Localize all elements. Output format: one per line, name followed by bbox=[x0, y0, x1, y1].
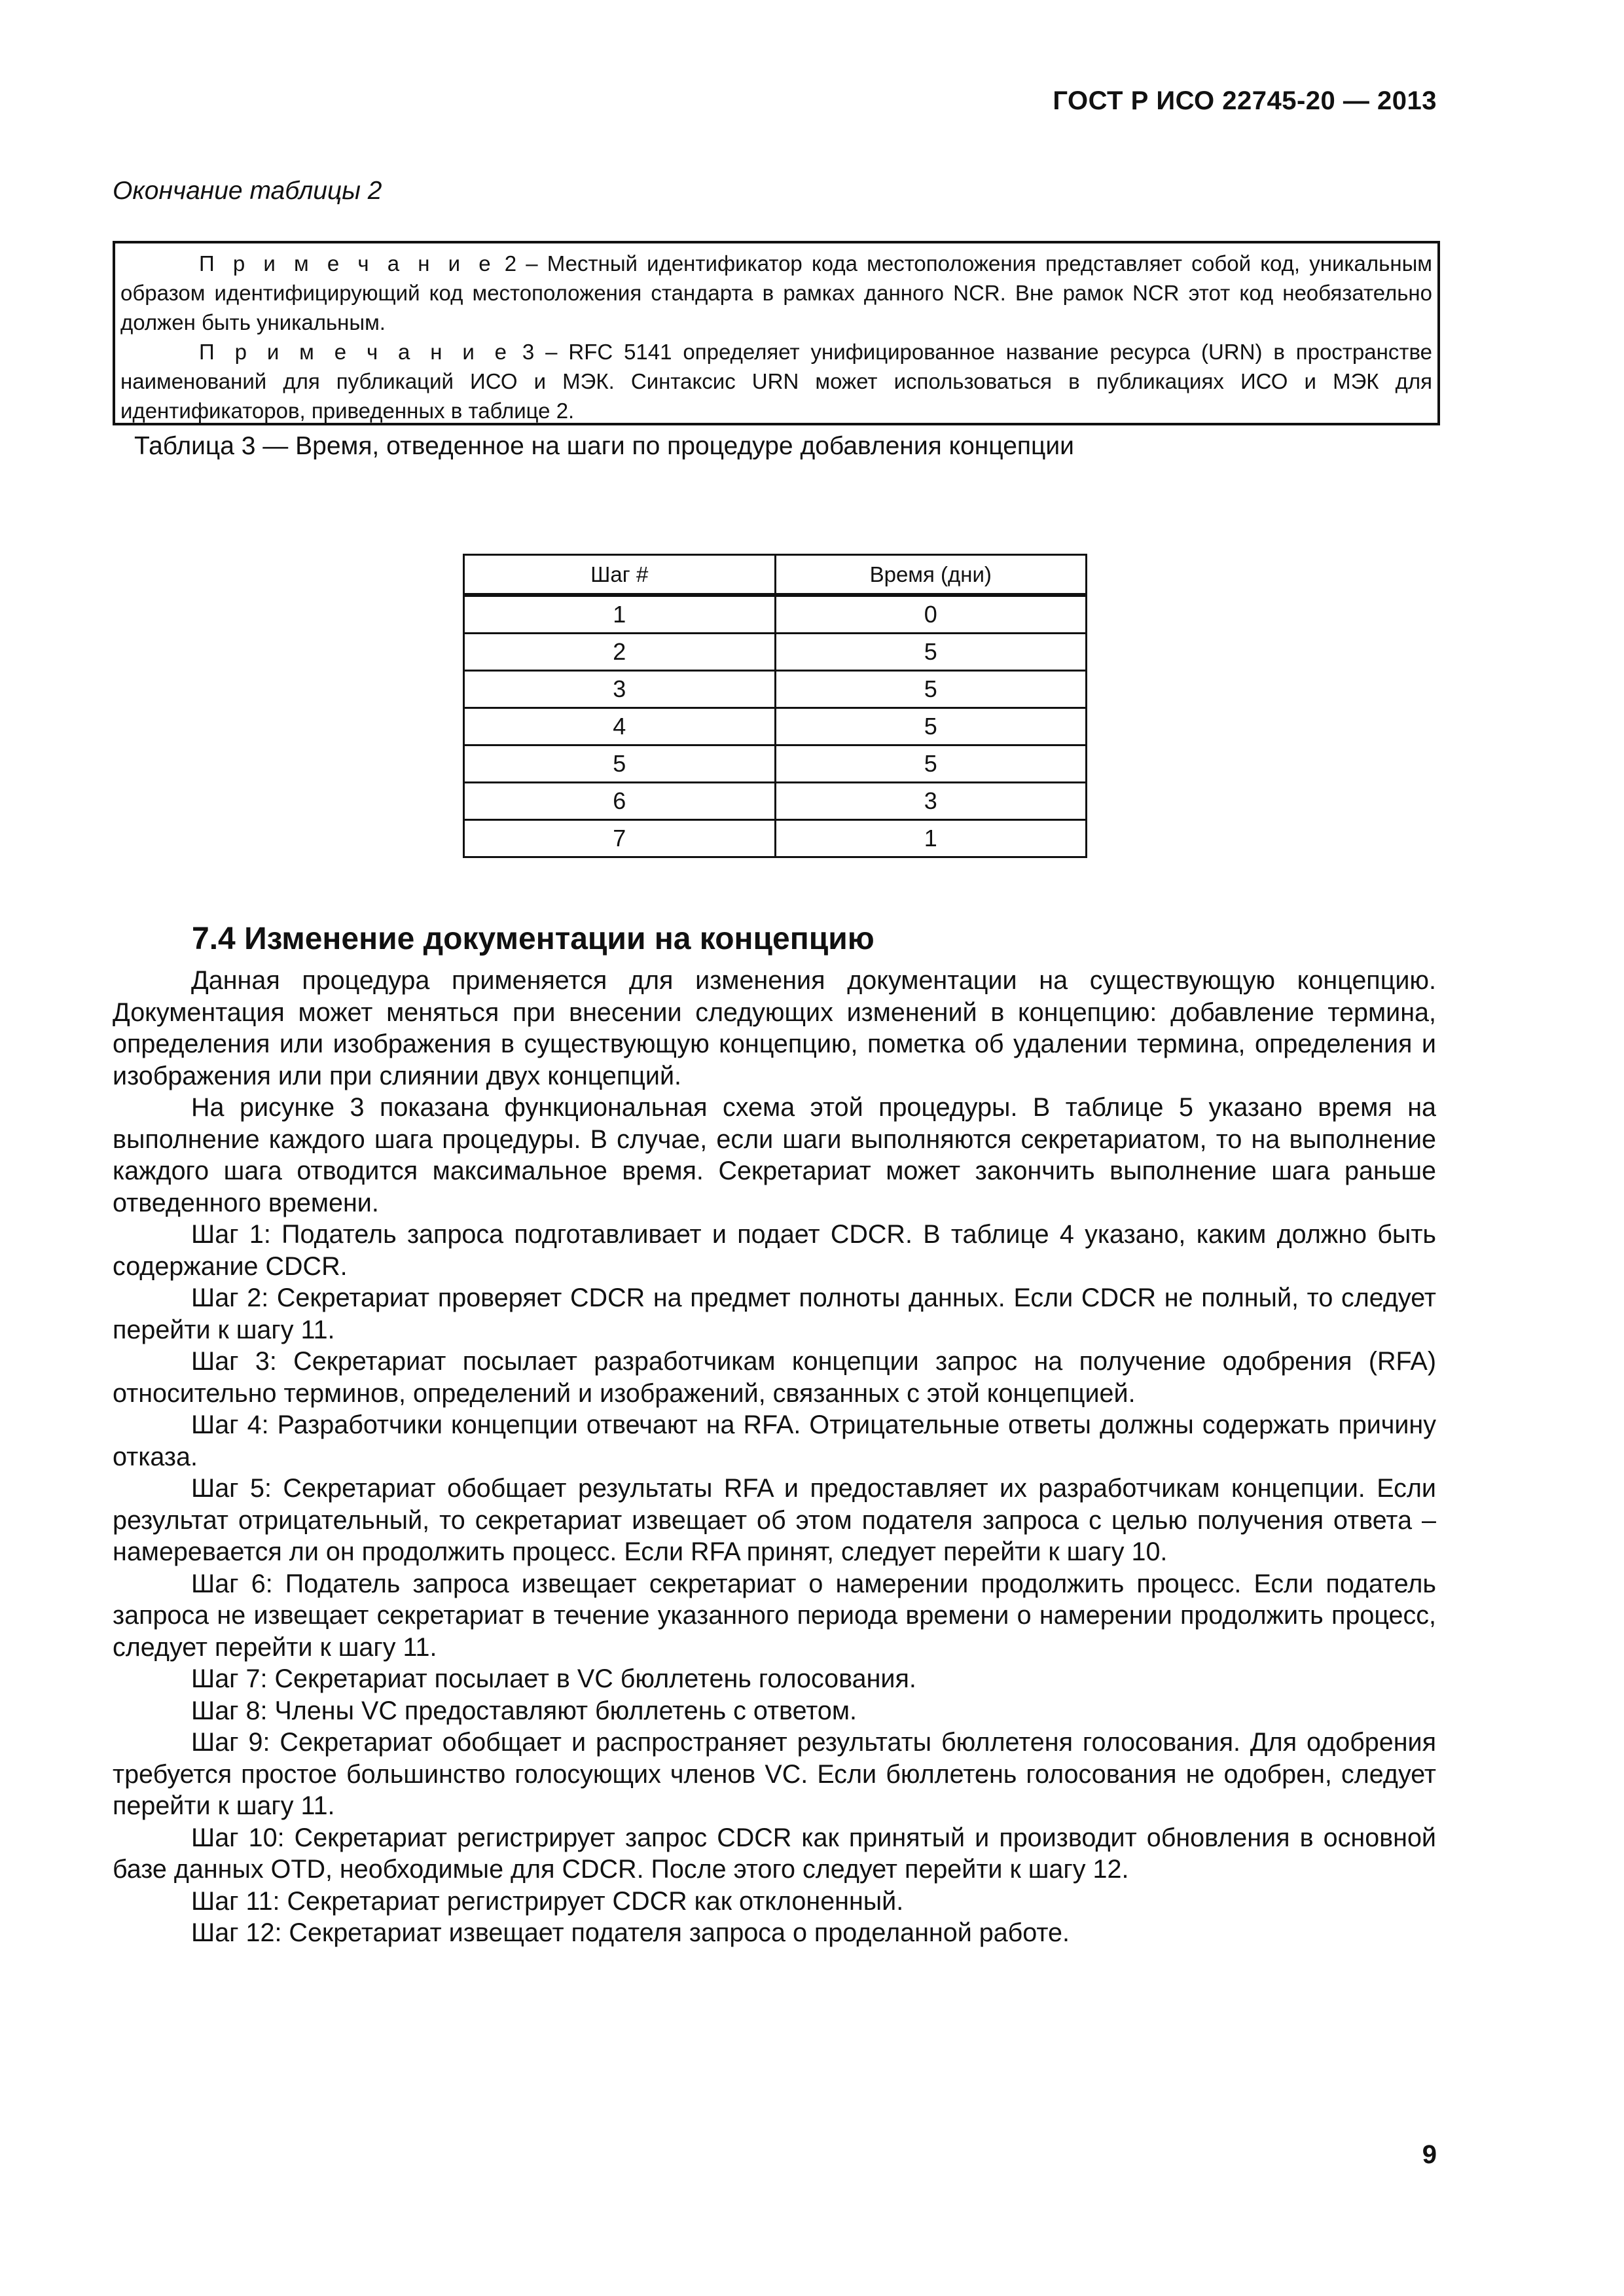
note-2 bbox=[120, 249, 1432, 337]
paragraph: Данная процедура применяется для изменения документации на существующую концепцию. Документация может меняться при внесении следующих изменений в концепцию: добавление термина, определения или изображения в существующую концепцию, пометка об удалении термина, определения и изображения или при слиянии двух концепций. bbox=[113, 966, 1436, 1090]
table-continuation-label: Окончание таблицы 2 bbox=[113, 177, 382, 205]
paragraph: Шаг 8: Члены VC предоставляют бюллетень с ответом. bbox=[191, 1696, 857, 1725]
table3-caption: Таблица 3 — Время, отведенное на шаги по процедуре добавления концепции bbox=[134, 432, 1074, 460]
table-cell: 1 bbox=[464, 595, 776, 634]
section-heading: 7.4 Изменение документации на концепцию bbox=[192, 922, 875, 956]
table-cell: 5 bbox=[775, 708, 1087, 745]
table-cell: 7 bbox=[464, 820, 776, 857]
paragraph: Шаг 7: Секретариат посылает в VC бюллетень голосования. bbox=[191, 1664, 916, 1693]
table-row bbox=[464, 745, 1087, 783]
table-cell: 4 bbox=[464, 708, 776, 745]
note-text: 3 – RFC 5141 определяет унифицированное название ресурса (URN) в пространстве наименований для публикаций ИСО и МЭК. Синтаксис URN может использоваться в публикациях ИСО и МЭК для идентификаторов, приведенных в таблице 2. bbox=[120, 340, 1432, 423]
table-cell: 5 bbox=[464, 745, 776, 783]
paragraph: Шаг 9: Секретариат обобщает и распространяет результаты бюллетеня голосования. Для одобрения требуется простое большинство голосующих членов VC. Если бюллетень голосования не одобрен, следует перейти к шагу 11. bbox=[113, 1728, 1436, 1820]
table2-notes-box bbox=[113, 241, 1440, 425]
paragraph: Шаг 10: Секретариат регистрирует запрос CDCR как принятый и производит обновления в основной базе данных OTD, необходимые для CDCR. После этого следует перейти к шагу 12. bbox=[113, 1823, 1436, 1884]
paragraph: Шаг 12: Секретариат извещает подателя запроса о проделанной работе. bbox=[191, 1918, 1070, 1947]
note-label: П р и м е ч а н и е bbox=[199, 251, 496, 276]
paragraph: Шаг 2: Секретариат проверяет CDCR на предмет полноты данных. Если CDCR не полный, то следует перейти к шагу 11. bbox=[113, 1283, 1436, 1344]
note-text: 2 – Местный идентификатор кода местоположения представляет собой код, уникальным образом идентифицирующий код местоположения стандарта в рамках данного NCR. Вне рамок NCR этот код необязательно должен быть уникальным. bbox=[120, 251, 1432, 334]
table-header-row bbox=[464, 555, 1087, 596]
page-number: 9 bbox=[1422, 2140, 1437, 2169]
table3 bbox=[463, 554, 1087, 858]
table-cell: 3 bbox=[775, 783, 1087, 820]
column-header-time: Время (дни) bbox=[775, 555, 1087, 596]
paragraph: Шаг 1: Податель запроса подготавливает и подает CDCR. В таблице 4 указано, каким должно быть содержание CDCR. bbox=[113, 1220, 1436, 1281]
table-row bbox=[464, 820, 1087, 857]
table-cell: 1 bbox=[775, 820, 1087, 857]
table-cell: 5 bbox=[775, 671, 1087, 708]
table-row bbox=[464, 783, 1087, 820]
note-label: П р и м е ч а н и е bbox=[199, 340, 512, 364]
paragraph: На рисунке 3 показана функциональная схема этой процедуры. В таблице 5 указано время на выполнение каждого шага процедуры. В случае, если шаги выполняются секретариатом, то на выполнение каждого шага отводится максимальное время. Секретариат может закончить выполнение шага раньше отведенного времени. bbox=[113, 1093, 1436, 1217]
paragraph: Шаг 11: Секретариат регистрирует CDCR как отклоненный. bbox=[191, 1886, 904, 1916]
table-cell: 5 bbox=[775, 634, 1087, 671]
table-cell: 0 bbox=[775, 595, 1087, 634]
note-3 bbox=[120, 337, 1432, 425]
table-row bbox=[464, 595, 1087, 634]
paragraph: Шаг 6: Податель запроса извещает секретариат о намерении продолжить процесс. Если податель запроса не извещает секретариат в течение указанного периода времени о намерении продолжить процесс, следует перейти к шагу 11. bbox=[113, 1569, 1436, 1662]
table-row bbox=[464, 708, 1087, 745]
standard-header: ГОСТ Р ИСО 22745-20 — 2013 bbox=[1053, 86, 1437, 115]
table-cell: 5 bbox=[775, 745, 1087, 783]
paragraph: Шаг 4: Разработчики концепции отвечают на RFA. Отрицательные ответы должны содержать причину отказа. bbox=[113, 1410, 1436, 1471]
table-cell: 2 bbox=[464, 634, 776, 671]
paragraph: Шаг 3: Секретариат посылает разработчикам концепции запрос на получение одобрения (RFA) относительно терминов, определений и изображений, связанных с этой концепцией. bbox=[113, 1347, 1436, 1408]
table-row bbox=[464, 634, 1087, 671]
section-body bbox=[113, 965, 1436, 1949]
table-cell: 3 bbox=[464, 671, 776, 708]
column-header-step: Шаг # bbox=[464, 555, 776, 596]
table-row bbox=[464, 671, 1087, 708]
table-cell: 6 bbox=[464, 783, 776, 820]
paragraph: Шаг 5: Секретариат обобщает результаты RFA и предоставляет их разработчикам концепции. Если результат отрицательный, то секретариат извещает об этом подателя запроса с целью получения ответа – намеревается ли он продолжить процесс. Если RFA принят, следует перейти к шагу 10. bbox=[113, 1474, 1436, 1566]
